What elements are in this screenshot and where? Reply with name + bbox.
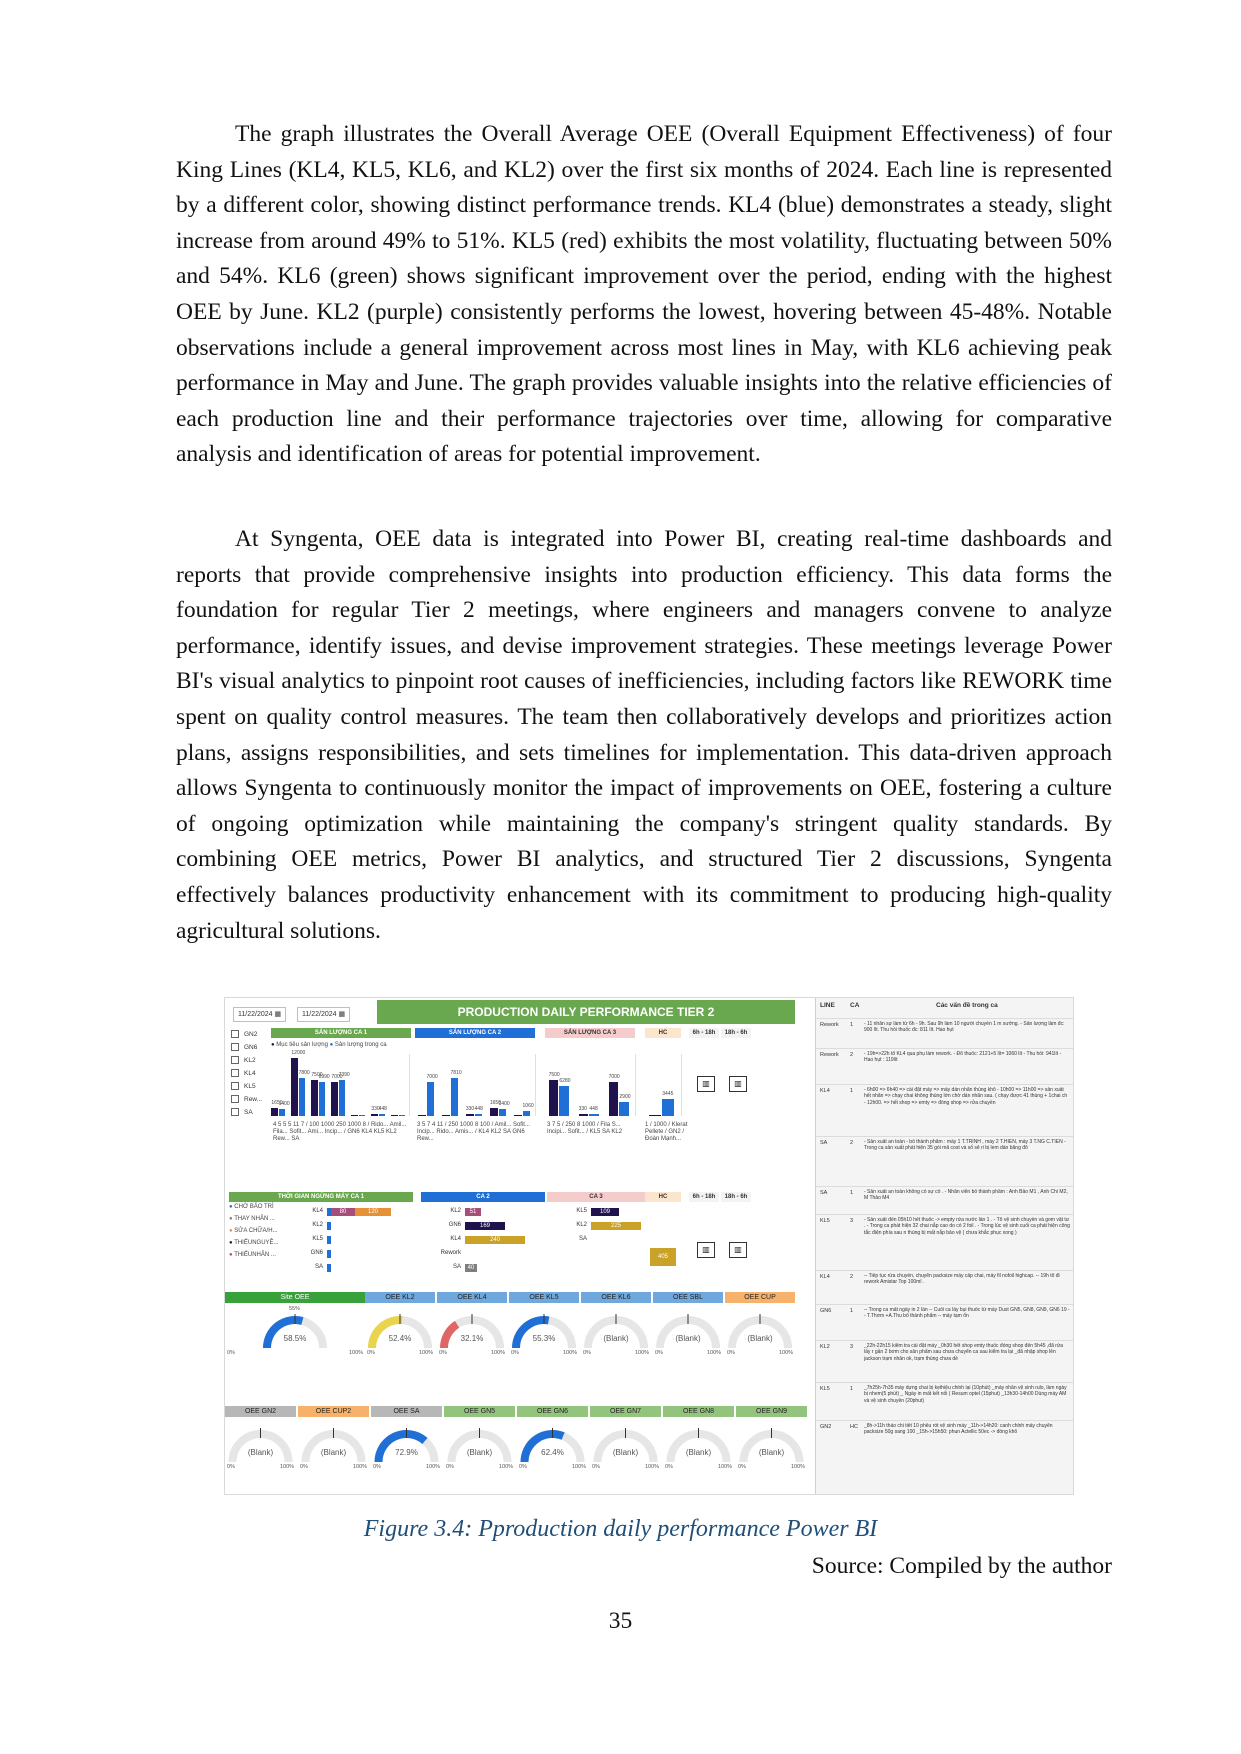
output-bar (490, 1108, 498, 1116)
kpi-header: OEE GN7 (590, 1406, 661, 1417)
bar-value-label: 7810 (450, 1070, 462, 1077)
table-icon[interactable]: ▥ (729, 1076, 747, 1092)
issue-line: KL4 (820, 1274, 830, 1280)
kpi-header: OEE KL5 (509, 1292, 579, 1303)
issue-shift: 1 (850, 1386, 854, 1392)
output-bar (466, 1114, 474, 1116)
gauge-max: 100% (779, 1350, 794, 1356)
bar-value-label: 448 (589, 1105, 598, 1112)
downtime-row-label: GN6 (448, 1222, 461, 1228)
gauge-max: 100% (491, 1350, 506, 1356)
kpi-header: OEE GN2 (225, 1406, 296, 1417)
legend-label: CHỜ BẢO TRÌ (234, 1204, 274, 1210)
oee-gauge (444, 1420, 515, 1468)
output-bar (609, 1082, 619, 1116)
bar-value-label: 7800 (298, 1070, 310, 1077)
output-bar (427, 1082, 435, 1116)
legend-dot-icon: ● (229, 1204, 235, 1210)
output-bar (391, 1115, 397, 1116)
slicer-item[interactable] (231, 1093, 262, 1106)
slicer-item-label: GN6 (244, 1044, 258, 1051)
kpi-header: OEE CUP (725, 1292, 795, 1303)
downtime-bar (327, 1264, 331, 1272)
downtime-bar: 51 (465, 1208, 481, 1216)
issue-shift: HC (850, 1424, 858, 1430)
output-bar (499, 1109, 507, 1116)
bar-value-label: 7000 (608, 1074, 620, 1081)
downtime-header: HC (645, 1192, 681, 1202)
gauge-value: (Blank) (675, 1334, 701, 1343)
issue-text: - 6h00 => 6h40 => cài đặt máy => máy dán nhãn thùng khô - 10h00 => 11h00 => sản xuất hết nhãn => chạy chai không thùng lớn chờ dán nhãn sau. ( chạy được 41 thùng + 1chai ch - 12h00. => hết shop => emty => đóng shop => rửa chuyền (864, 1087, 1068, 1106)
gauge-max: 100% (280, 1464, 295, 1470)
output-bar (475, 1114, 483, 1116)
slicer-item-label: KL5 (244, 1083, 256, 1090)
bar-value-label: 1650 (271, 1100, 283, 1107)
issue-line: GN2 (820, 1424, 832, 1430)
gauge-value: 52.4% (388, 1334, 412, 1343)
issue-text: - Sản xuất đến 05h10 hết thuốc -> empty rửa nước lần 1 . - Tổ vệ sinh chuyền và gom vật tư . - Trong ca phát hiện 32 chai nắp cao do có 2 foil . - Trong lúc vệ sinh cuối ca phát hiện công tắc điện phía sau n thùng bị mất nắp bảo vệ ( chưa khắc phục xong ) (864, 1217, 1070, 1236)
legend-label: SỬA CHỮA/H... (234, 1228, 278, 1234)
downtime-header: 6h - 18h (689, 1192, 719, 1202)
issue-line: KL5 (820, 1218, 830, 1224)
bar-value-label: 448 (474, 1105, 483, 1112)
oee-gauge (225, 1306, 365, 1354)
issue-line: SA (820, 1140, 828, 1146)
bar-value-label: 448 (378, 1105, 387, 1112)
output-bar (579, 1114, 589, 1116)
gauge-max: 100% (426, 1464, 441, 1470)
output-bar (514, 1115, 522, 1116)
gauge-min: 0% (511, 1350, 519, 1356)
output-bar (418, 1115, 426, 1116)
slicer-item[interactable] (231, 1028, 257, 1041)
gauge-value: (Blank) (758, 1448, 785, 1457)
bar-value-label: 1650 (489, 1100, 501, 1107)
gauge-value: (Blank) (247, 1448, 274, 1457)
gauge-min: 0% (300, 1464, 308, 1470)
ca1-output-chart (269, 1050, 410, 1116)
issue-shift: 2 (850, 1274, 854, 1280)
gauge-max: 100% (419, 1350, 434, 1356)
downtime-bar: 109 (591, 1208, 619, 1216)
issue-row (816, 1186, 1074, 1215)
gauge-min: 0% (367, 1350, 375, 1356)
bar-value-label: 1400 (498, 1101, 510, 1108)
oee-gauge (653, 1306, 723, 1354)
issue-line: GN6 (820, 1308, 832, 1314)
legend-label: THAY NHÂN ... (234, 1216, 275, 1222)
kpi-header: OEE GN8 (663, 1406, 734, 1417)
hc-axis-labels: 1 / 1000 / Klerat Pellete / GN2 / Đoàn Mạnh... (645, 1122, 688, 1142)
oee-gauge (365, 1306, 435, 1354)
gauge-max: 100% (563, 1350, 578, 1356)
oee-gauge (736, 1420, 807, 1468)
downtime-row-label: KL2 (450, 1208, 461, 1214)
issue-row (816, 1340, 1074, 1383)
downtime-bar: 225 (591, 1222, 641, 1230)
legend-dot-icon: ● (229, 1240, 235, 1246)
output-bar (451, 1078, 459, 1116)
downtime-header: CA 2 (421, 1192, 545, 1202)
gauge-value: 72.9% (395, 1448, 418, 1457)
body-paragraph-2: At Syngenta, OEE data is integrated into Power BI, creating real-time dashboards and reports that provide comprehensive insights into production efficiency. This data forms the foundation for regular Tier 2 meetings, where engineers and managers convene to analyze performance, identify issues, and devise improvement strategies. These meetings leverage Power BI's visual analytics to pinpoint root causes of inefficiencies, including factors like REWORK time spent on quality control measures. The team then collaboratively develops and prioritizes action plans, assigns responsibilities, and sets timelines for implementation. This data-driven approach allows Syngenta to continuously monitor the impact of improvements on OEE, fostering a culture of ongoing optimization while maintaining the company's stringent quality standards. By combining OEE metrics, Power BI analytics, and structured Tier 2 discussions, Syngenta effectively balances productivity enhancement with its commitment to producing high-quality agricultural solutions. (176, 526, 1112, 944)
gauge-value: (Blank) (612, 1448, 639, 1457)
slicer-item-label: KL4 (244, 1070, 256, 1077)
date-from-picker[interactable]: 11/22/2024 ▦ (233, 1007, 286, 1022)
output-bar (319, 1082, 325, 1116)
legend-entry (229, 1228, 278, 1235)
bar-value-label: 330 (578, 1106, 587, 1113)
slicer-item[interactable] (231, 1080, 256, 1093)
ca3-axis-labels: 3 7 5 / 250 8 1000 / Fila S... Incipi... Sofit... / KL5 SA KL2 (547, 1122, 623, 1135)
date-to-picker[interactable]: 11/22/2024 ▦ (297, 1007, 350, 1022)
bar-value-label: 6990 (318, 1074, 330, 1081)
downtime-row-label: Rework (440, 1250, 461, 1256)
issue-shift: 3 (850, 1344, 854, 1350)
bar-value-label: 1400 (278, 1101, 290, 1108)
issue-shift: 2 (850, 1052, 854, 1058)
slicer-item-label: Rew... (244, 1096, 263, 1103)
downtime-bar (327, 1222, 331, 1230)
checkbox[interactable] (231, 1095, 239, 1103)
oee-gauge (517, 1420, 588, 1468)
calendar-icon: ▦ (338, 1011, 346, 1018)
downtime-bar: 240 (465, 1236, 525, 1244)
downtime-row-label: KL5 (312, 1236, 323, 1242)
issue-shift: 1 (850, 1022, 854, 1028)
powerbi-dashboard-figure (224, 997, 1074, 1495)
output-bar (299, 1078, 305, 1116)
legend-entry (229, 1240, 279, 1247)
ca3-output-chart (545, 1054, 636, 1116)
issue-row (816, 1304, 1074, 1341)
output-bar (649, 1115, 661, 1116)
issue-line: Rework (820, 1022, 839, 1028)
oee-gauge (225, 1420, 296, 1468)
bar-value-label: 7390 (338, 1072, 350, 1079)
bar-value-label: 7000 (331, 1074, 343, 1081)
output-header: 18h - 6h (721, 1028, 751, 1038)
output-bar (271, 1108, 277, 1116)
downtime-row-label: KL4 (450, 1236, 461, 1242)
checkbox[interactable] (231, 1030, 239, 1038)
gauge-target-label: 55% (289, 1306, 301, 1312)
issue-row (816, 1214, 1074, 1271)
bar-value-label: 330 (371, 1106, 380, 1113)
downtime-bar: 169 (465, 1222, 505, 1230)
gauge-min: 0% (738, 1464, 746, 1470)
issue-text: _8h->11h tháo chi tiết 10 phễu rót vệ sinh máy _11h->14h20: canh chỉnh máy chuyển packsize 50g sang 100 _15h->15h50: phun Actellic 50ec -> đóng khô (864, 1423, 1053, 1436)
gauge-min: 0% (373, 1464, 381, 1470)
gauge-min: 0% (439, 1350, 447, 1356)
gauge-max: 100% (349, 1350, 364, 1356)
bar-value-label: 7500 (548, 1071, 560, 1078)
issue-shift: 1 (850, 1308, 854, 1314)
issue-line: KL2 (820, 1344, 830, 1350)
output-header: SẢN LƯỢNG CA 1 (271, 1028, 411, 1038)
oee-gauge (581, 1306, 651, 1354)
gauge-value: 58.5% (283, 1334, 307, 1343)
checkbox[interactable] (231, 1056, 239, 1064)
kpi-header: OEE GN5 (444, 1406, 515, 1417)
output-bar (291, 1058, 297, 1116)
slicer-item[interactable] (231, 1054, 256, 1067)
gauge-max: 100% (635, 1350, 650, 1356)
gauge-value: 55.3% (532, 1334, 556, 1343)
oee-gauge (590, 1420, 661, 1468)
issue-row (816, 1048, 1074, 1085)
gauge-min: 0% (446, 1464, 454, 1470)
output-bar (359, 1115, 365, 1116)
ca1-axis-labels: 4 5 5 5 11 7 / 100 1000 250 1000 8 / Rido... Amil... Fila... Sofit... Ami... Incip... / GN6 KL4 KL5 KL2 Rew... SA (273, 1122, 407, 1142)
output-legend: ● Mục tiêu sản lượng ● Sản lượng trong ca (271, 1042, 387, 1048)
gauge-value: (Blank) (320, 1448, 347, 1457)
dashboard-main (225, 998, 813, 1494)
output-bar (549, 1080, 559, 1116)
gauge-value: 62.4% (541, 1448, 564, 1457)
issues-header: LINE CA Các vấn đề trong ca (820, 1002, 998, 1009)
gauge-max: 100% (707, 1350, 722, 1356)
legend-entry (229, 1204, 274, 1211)
slicer-item[interactable] (231, 1067, 256, 1080)
output-bar (279, 1109, 285, 1116)
output-header: SẢN LƯỢNG CA 3 (545, 1028, 635, 1038)
slicer-item[interactable] (231, 1106, 253, 1119)
bar-value-label: 7000 (426, 1074, 438, 1081)
downtime-bar: 120 (355, 1208, 391, 1216)
gauge-max: 100% (353, 1464, 368, 1470)
gauge-min: 0% (227, 1350, 235, 1356)
downtime-bar (327, 1236, 331, 1244)
gauge-min: 0% (665, 1464, 673, 1470)
oee-gauge (509, 1306, 579, 1354)
kpi-header: OEE GN6 (517, 1406, 588, 1417)
downtime-row-label: SA (578, 1236, 587, 1242)
gauge-min: 0% (519, 1464, 527, 1470)
table-icon[interactable]: ▥ (697, 1076, 715, 1092)
issue-row (816, 1084, 1074, 1137)
downtime-row-label: GN6 (310, 1250, 323, 1256)
output-bar (589, 1114, 599, 1116)
table-icon[interactable]: ▥ (697, 1242, 715, 1258)
shift-issues-table (815, 998, 1074, 1494)
body-paragraph-1: The graph illustrates the Overall Average OEE (Overall Equipment Effectiveness) of four King Lines (KL4, KL5, KL6, and KL2) over the first six months of 2024. Each line is represented by a different color, showing distinct performance trends. KL4 (blue) demonstrates a steady, slight increase from around 49% to 51%. KL5 (red) exhibits the most volatility, fluctuating between 50% and 54%. KL6 (green) shows significant improvement over the period, ending with the highest OEE by June. KL2 (purple) consistently performs the lowest, hovering between 45-48%. Notable observations include a general improvement across most lines in May, with KL6 achieving peak performance in May and June. The graph provides valuable insights into the relative efficiencies of each production line and their performance trajectories over time, allowing for comparative analysis and identification of areas for potential improvement. (176, 121, 1112, 468)
downtime-row-label: SA (314, 1264, 323, 1270)
gauge-min: 0% (592, 1464, 600, 1470)
gauge-max: 100% (499, 1464, 514, 1470)
output-header: SẢN LƯỢNG CA 2 (415, 1028, 535, 1038)
legend-dot-icon: ● (229, 1252, 235, 1258)
legend-entry (229, 1216, 275, 1223)
gauge-min: 0% (227, 1464, 235, 1470)
bar-value-label: 7500 (311, 1071, 323, 1078)
downtime-bar: 80 (331, 1208, 355, 1216)
downtime-row-label: KL4 (312, 1208, 323, 1214)
checkbox[interactable] (231, 1108, 239, 1116)
output-header: HC (645, 1028, 681, 1038)
bar-value-label: 330 (465, 1106, 475, 1113)
slicer-item-label: SA (244, 1109, 253, 1116)
gauge-max: 100% (791, 1464, 806, 1470)
gauge-value: (Blank) (747, 1334, 773, 1343)
checkbox[interactable] (231, 1069, 239, 1077)
output-bar (662, 1099, 674, 1116)
downtime-header: CA 3 (547, 1192, 645, 1202)
legend-label: THIẾUNHÂN ... (234, 1252, 276, 1258)
oee-gauge (437, 1306, 507, 1354)
kpi-header: Site OEE (225, 1292, 365, 1303)
legend-dot-icon: ● (229, 1216, 235, 1222)
oee-gauge (371, 1420, 442, 1468)
oee-gauge (298, 1420, 369, 1468)
gauge-max: 100% (645, 1464, 660, 1470)
kpi-header: OEE CUP2 (298, 1406, 369, 1417)
downtime-row-label: KL2 (312, 1222, 323, 1228)
issue-row (816, 1382, 1074, 1421)
downtime-row-label: KL2 (576, 1222, 587, 1228)
issue-text: - 11 nhân sự làm từ 6h - 9h. Sau 9h làm 10 người chuyền 1 m xưởng. - Sản lượng làm đc: 900 lít. Thu hồi thuốc đc: 811 lít. Hao hụt (864, 1021, 1065, 1034)
calendar-icon: ▦ (274, 1011, 282, 1018)
checkbox[interactable] (231, 1082, 239, 1090)
issue-text: - Sản xuất an toàn không có sự cố . - Nhân viên bố thành phẩm : Anh Bảo M1 , Anh Chi M2, M Thảo M4 (864, 1189, 1068, 1202)
output-bar (559, 1086, 569, 1116)
legend-entry (229, 1252, 276, 1259)
downtime-header: 18h - 6h (721, 1192, 751, 1202)
issue-text: - Sản xuất an toàn - bố thành phẩm : máy 1 T.TRINH , máy 2 T.HIỀN, máy 3 T.NG C.TIÊN - Trong ca sản xuất phát hiện 35 gói mã cost và số sê ri bị lem dán băng đô (864, 1139, 1066, 1152)
downtime-row-label: SA (452, 1264, 461, 1270)
gauge-max: 100% (572, 1464, 587, 1470)
issue-shift: 1 (850, 1088, 854, 1094)
issue-shift: 1 (850, 1190, 854, 1196)
issue-text: -- Trong ca mất ngày in 2 lần -- Cuối ca lấy bụi thuốc từ máy Dust GN5, GN8, GN9, GN6 19 -- T.Thơm +A.Thu bố thành phẩm -- máy tạm ổn (864, 1307, 1070, 1320)
issue-text: _7h25h-7h35 máy dựng chai bị kẹthiệu chỉnh lại (10phút) _máy nhãn vệ sinh rulo, làm ngày bị nhem(5 phút) _ Ngày in mất kết nối ( Resum optel (15phut) _13h30-14h00 Dùng máy AM và vệ sinh chuyền (20phut) (864, 1385, 1067, 1404)
table-icon[interactable]: ▥ (729, 1242, 747, 1258)
gauge-value: 32.1% (460, 1334, 484, 1343)
bar-value-label: 2900 (619, 1093, 631, 1100)
page-number: 35 (608, 1608, 633, 1634)
output-bar (351, 1115, 357, 1116)
legend-dot-icon: ● (229, 1228, 235, 1234)
slicer-item[interactable] (231, 1041, 257, 1054)
kpi-header: OEE KL6 (581, 1292, 651, 1303)
output-bar (523, 1111, 531, 1116)
issue-line: KL4 (820, 1088, 830, 1094)
gauge-value: (Blank) (685, 1448, 712, 1457)
kpi-header: OEE SBL (653, 1292, 723, 1303)
kpi-header: OEE GN9 (736, 1406, 807, 1417)
kpi-header: OEE KL4 (437, 1292, 507, 1303)
issue-line: KL5 (820, 1386, 830, 1392)
output-bar (619, 1102, 629, 1116)
gauge-value: (Blank) (603, 1334, 629, 1343)
downtime-row-label: KL5 (576, 1208, 587, 1214)
issue-text: - 19h=>22h tổ KL4 qua phụ làm rework. - Đổ thuốc: 2121+5 lít= 1060 lít - Thu hồi: 941lít - Hao hụt : 119lít (864, 1051, 1062, 1064)
gauge-min: 0% (583, 1350, 591, 1356)
figure-caption: Figure 3.4: Pproduction daily performance Power BI (363, 1516, 878, 1542)
slicer-item-label: KL2 (244, 1057, 256, 1064)
output-bar (371, 1114, 377, 1116)
checkbox[interactable] (231, 1043, 239, 1051)
output-bar (331, 1082, 337, 1116)
downtime-bar: 40 (465, 1264, 477, 1272)
output-bar (311, 1080, 317, 1116)
downtime-ca2-chart (421, 1204, 545, 1284)
gauge-min: 0% (655, 1350, 663, 1356)
legend-label: THIẾUNGUYÊ... (234, 1240, 279, 1246)
ca2-output-chart (415, 1054, 536, 1116)
bar-value-label: 3445 (662, 1091, 674, 1098)
ca2-axis-labels: 3 5 7 4 11 / 250 1000 8 100 / Amil... Sofit... Incip... Rido... Amis... / KL4 KL2 SA GN6 Rew... (417, 1122, 530, 1142)
oee-gauge (725, 1306, 795, 1354)
output-bar (339, 1080, 345, 1116)
issue-row (816, 1420, 1074, 1453)
downtime-ca1-chart (283, 1204, 413, 1284)
issue-line: Rework (820, 1052, 839, 1058)
issue-text: -- Tiếp tục rửa chuyền, chuyển packsize máy cấp chai, máy fil nofoil highcap. -- 19h tổ đi rework Amistar Top 100ml . (864, 1273, 1060, 1286)
figure-source: Source: Compiled by the author (811, 1553, 1112, 1579)
issue-line: SA (820, 1190, 828, 1196)
gauge-min: 0% (727, 1350, 735, 1356)
oee-gauge (663, 1420, 734, 1468)
downtime-ca3-chart (547, 1204, 645, 1284)
issue-shift: 2 (850, 1140, 854, 1146)
kpi-header: OEE KL2 (365, 1292, 435, 1303)
issue-shift: 3 (850, 1218, 854, 1224)
output-bar (379, 1114, 385, 1116)
issue-row (816, 1136, 1074, 1187)
issue-text: _22h-22h15 kiểm tra cài đặt máy _0h30 hết shop emty thuốc đóng shop đến 5h45 ,đã rửa lấy r gần 2 bơm cho sản phẩm sau chưa chuyển ca sau kiểm tra lại _đã nhập shop lên jackson trạm nhân ok, trạm thùng chưa dề (864, 1343, 1064, 1362)
downtime-header: THỜI GIAN NGỪNG MÁY CA 1 (229, 1192, 413, 1202)
slicer-item-label: GN2 (244, 1031, 258, 1038)
downtime-bar (327, 1250, 331, 1258)
gauge-value: (Blank) (466, 1448, 493, 1457)
hc-downtime-bar: 405 (650, 1248, 676, 1266)
issue-row (816, 1270, 1074, 1305)
kpi-header: OEE SA (371, 1406, 442, 1417)
bar-value-label: 6280 (559, 1077, 571, 1084)
hc-output-chart (645, 1054, 682, 1116)
bar-value-label: 1060 (522, 1102, 534, 1109)
output-header: 6h - 18h (689, 1028, 719, 1038)
output-bar (442, 1115, 450, 1116)
bar-value-label: 12000 (291, 1050, 306, 1056)
dashboard-title: PRODUCTION DAILY PERFORMANCE TIER 2 (377, 1000, 795, 1024)
gauge-max: 100% (718, 1464, 733, 1470)
issue-row (816, 1018, 1074, 1049)
output-bar (399, 1115, 405, 1116)
